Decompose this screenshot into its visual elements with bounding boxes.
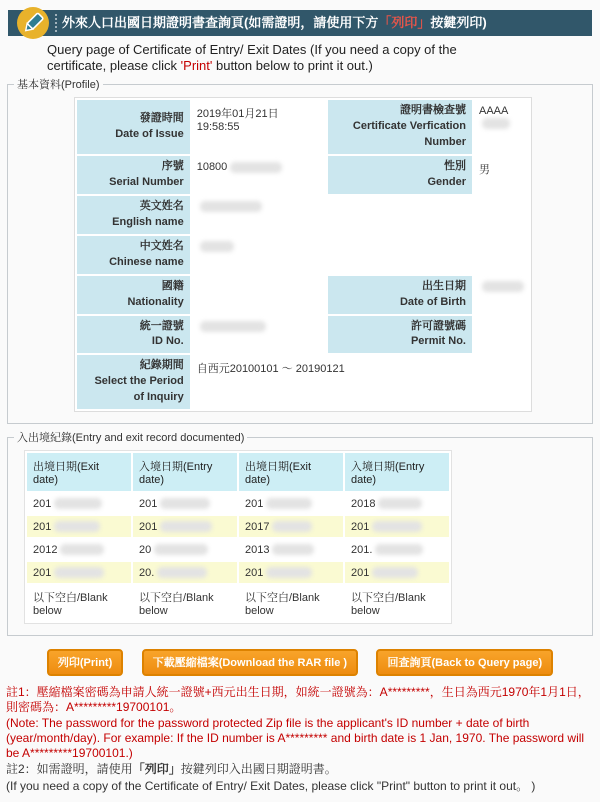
records-blank-row: [27, 585, 449, 621]
profile-field-value: [192, 236, 529, 274]
record-date-cell: 201: [133, 493, 237, 514]
profile-field-value: [192, 196, 529, 234]
profile-field-label: 證明書檢查號 Certificate Verfication Number: [328, 100, 472, 154]
title-post: 按鍵列印): [430, 15, 487, 30]
profile-field-value: 男: [474, 156, 529, 194]
blank-below-cell: 以下空白/Blank below: [345, 585, 449, 621]
redacted-value: [372, 521, 422, 532]
note1-zh: 註1：壓縮檔案密碼為申請人統一證號+西元出生日期，如統一證號為：A*********，生日為西元1970年1月1日，則密碼為：A*********19700101。: [6, 685, 590, 714]
record-date-cell: 201: [27, 562, 131, 583]
redacted-value: [372, 567, 418, 578]
note2-pre: 註2：如需證明，請使用: [6, 762, 133, 777]
record-date-cell: 2018: [345, 493, 449, 514]
record-date-cell: 2012: [27, 539, 131, 560]
redacted-value: [200, 201, 262, 212]
note2-print-highlight: 「列印」: [132, 762, 181, 777]
subtitle-pre: Query page of Certificate of Entry/ Exit Dates (If you need a copy of the certificate, please click: [47, 42, 457, 73]
title-bar: [8, 10, 592, 36]
profile-row: [77, 236, 529, 274]
profile-legend: 基本資料(Profile): [17, 79, 100, 92]
title-print-highlight: 「列印」: [378, 15, 431, 30]
records-row: [27, 562, 449, 583]
profile-field-label: 序號 Serial Number: [77, 156, 190, 194]
records-col-header: 出境日期(Exit date): [239, 453, 343, 491]
profile-row: [77, 355, 529, 409]
profile-field-value: [474, 316, 529, 354]
records-row: [27, 516, 449, 537]
note2-en: (If you need a copy of the Certificate of Entry/ Exit Dates, please click "Print" button to print it out。 ): [6, 778, 536, 793]
records-section: [7, 429, 593, 636]
profile-field-label: 國籍 Nationality: [77, 276, 190, 314]
redacted-value: [200, 321, 266, 332]
records-col-header: 入境日期(Entry date): [133, 453, 237, 491]
record-date-cell: 20.: [133, 562, 237, 583]
profile-field-value: [192, 276, 326, 314]
redacted-value: [160, 498, 210, 509]
redacted-value: [154, 544, 208, 555]
profile-row: [77, 100, 529, 154]
subtitle-print-highlight: 'Print': [180, 57, 213, 73]
back-to-query-button[interactable]: 回查詢頁(Back to Query page): [376, 649, 553, 676]
title-divider: [55, 14, 57, 32]
pencil-icon: [16, 6, 50, 40]
record-date-cell: 201: [239, 562, 343, 583]
profile-row: [77, 276, 529, 314]
title-pre: 外來人口出國日期證明書查詢頁(如需證明，請使用下方: [62, 15, 379, 30]
redacted-value: [200, 241, 234, 252]
profile-section: [7, 76, 593, 424]
record-date-cell: 201.: [345, 539, 449, 560]
button-row: [5, 649, 595, 676]
redacted-value: [482, 118, 510, 129]
records-col-header: 出境日期(Exit date): [27, 453, 131, 491]
records-col-header: 入境日期(Entry date): [345, 453, 449, 491]
record-date-cell: 201: [345, 562, 449, 583]
profile-field-value: 2019年01月21日 19:58:55: [192, 100, 326, 154]
subtitle-post: button below to print it out.): [212, 57, 373, 73]
redacted-value: [54, 567, 104, 578]
redacted-value: [160, 521, 212, 532]
record-date-cell: 201: [239, 493, 343, 514]
record-date-cell: 20: [133, 539, 237, 560]
record-date-cell: 2013: [239, 539, 343, 560]
redacted-value: [375, 544, 423, 555]
records-row: [27, 539, 449, 560]
records-header-row: [27, 453, 449, 491]
records-table: [24, 450, 452, 624]
redacted-value: [230, 162, 282, 173]
profile-field-value: 10800: [192, 156, 326, 194]
download-rar-button[interactable]: 下載壓縮檔案(Download the RAR file ): [142, 649, 358, 676]
redacted-value: [54, 498, 102, 509]
profile-field-value: AAAA: [474, 100, 529, 154]
profile-field-value: [192, 316, 326, 354]
profile-field-label: 性別 Gender: [328, 156, 472, 194]
note1-en: (Note: The password for the password protected Zip file is the applicant's ID number + date of birth (year/month/day). For example: If the ID number is A********* and birth date is 1 Jan, 1970. The password will be A*********19700101.): [6, 716, 585, 760]
redacted-value: [266, 498, 312, 509]
profile-table: [74, 97, 532, 412]
redacted-value: [60, 544, 104, 555]
blank-below-cell: 以下空白/Blank below: [133, 585, 237, 621]
profile-field-label: 發證時間 Date of Issue: [77, 100, 190, 154]
print-button[interactable]: 列印(Print): [47, 649, 123, 676]
profile-field-label: 中文姓名 Chinese name: [77, 236, 190, 274]
redacted-value: [482, 281, 524, 292]
profile-field-value: 自西元20100101 ～ 20190121: [192, 355, 529, 409]
profile-field-label: 紀錄期間 Select the Period of Inquiry: [77, 355, 190, 409]
notes: [6, 685, 594, 793]
page-title: [62, 15, 487, 30]
blank-below-cell: 以下空白/Blank below: [27, 585, 131, 621]
note2-zh: [6, 762, 594, 777]
profile-row: [77, 316, 529, 354]
profile-row: [77, 196, 529, 234]
redacted-value: [272, 521, 312, 532]
page-subtitle: [47, 42, 505, 73]
redacted-value: [54, 521, 100, 532]
records-legend: 入出境紀錄(Entry and exit record documented): [17, 432, 245, 445]
profile-field-label: 統一證號 ID No.: [77, 316, 190, 354]
record-date-cell: 201: [133, 516, 237, 537]
records-row: [27, 493, 449, 514]
blank-below-cell: 以下空白/Blank below: [239, 585, 343, 621]
redacted-value: [157, 567, 207, 578]
record-date-cell: 201: [27, 516, 131, 537]
profile-field-label: 許可證號碼 Permit No.: [328, 316, 472, 354]
record-date-cell: 201: [27, 493, 131, 514]
record-date-cell: 201: [345, 516, 449, 537]
note2-post: 按鍵列印入出國日期證明書。: [180, 762, 337, 777]
redacted-value: [378, 498, 422, 509]
profile-row: [77, 156, 529, 194]
record-date-cell: 2017: [239, 516, 343, 537]
redacted-value: [272, 544, 314, 555]
redacted-value: [266, 567, 312, 578]
profile-field-value: [474, 276, 529, 314]
profile-field-label: 英文姓名 English name: [77, 196, 190, 234]
profile-field-label: 出生日期 Date of Birth: [328, 276, 472, 314]
